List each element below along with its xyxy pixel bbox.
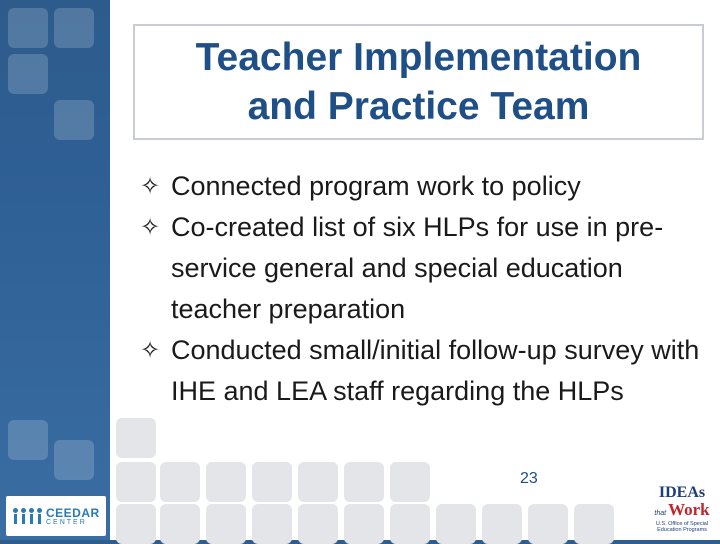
slide-title	[196, 33, 642, 131]
ideas-that-work-logo	[648, 482, 716, 538]
star-bullet-icon: ✧	[140, 337, 161, 364]
bullet-text: Connected program work to policy	[171, 171, 581, 201]
bullet-item	[140, 166, 710, 207]
ceedar-logo	[6, 496, 106, 536]
star-bullet-icon: ✧	[140, 173, 161, 200]
ideas-logo-line1: IDEAs	[658, 484, 706, 501]
bullet-item	[140, 330, 710, 412]
title-line-1: Teacher Implementation	[195, 36, 642, 79]
ideas-logo-caption: U.S. Office of Special Education Programs	[655, 521, 709, 533]
title-line-2: and Practice Team	[247, 85, 590, 128]
people-icon	[12, 508, 43, 524]
bullet-list	[140, 166, 710, 412]
left-background-band	[0, 0, 110, 540]
ideas-logo-work: Work	[668, 500, 710, 519]
title-box	[133, 24, 704, 140]
page-number: 23	[520, 470, 538, 487]
ideas-logo-that: that	[654, 510, 667, 517]
ceedar-logo-sub: CENTER	[46, 518, 87, 526]
bullet-item	[140, 207, 710, 330]
bullet-text: Co-created list of six HLPs for use in pre-service general and special education teacher preparation	[171, 212, 664, 324]
bullet-text: Conducted small/initial follow-up survey with IHE and LEA staff regarding the HLPs	[171, 335, 700, 406]
star-bullet-icon: ✧	[140, 214, 161, 241]
ceedar-logo-word: CEEDAR	[46, 505, 100, 520]
